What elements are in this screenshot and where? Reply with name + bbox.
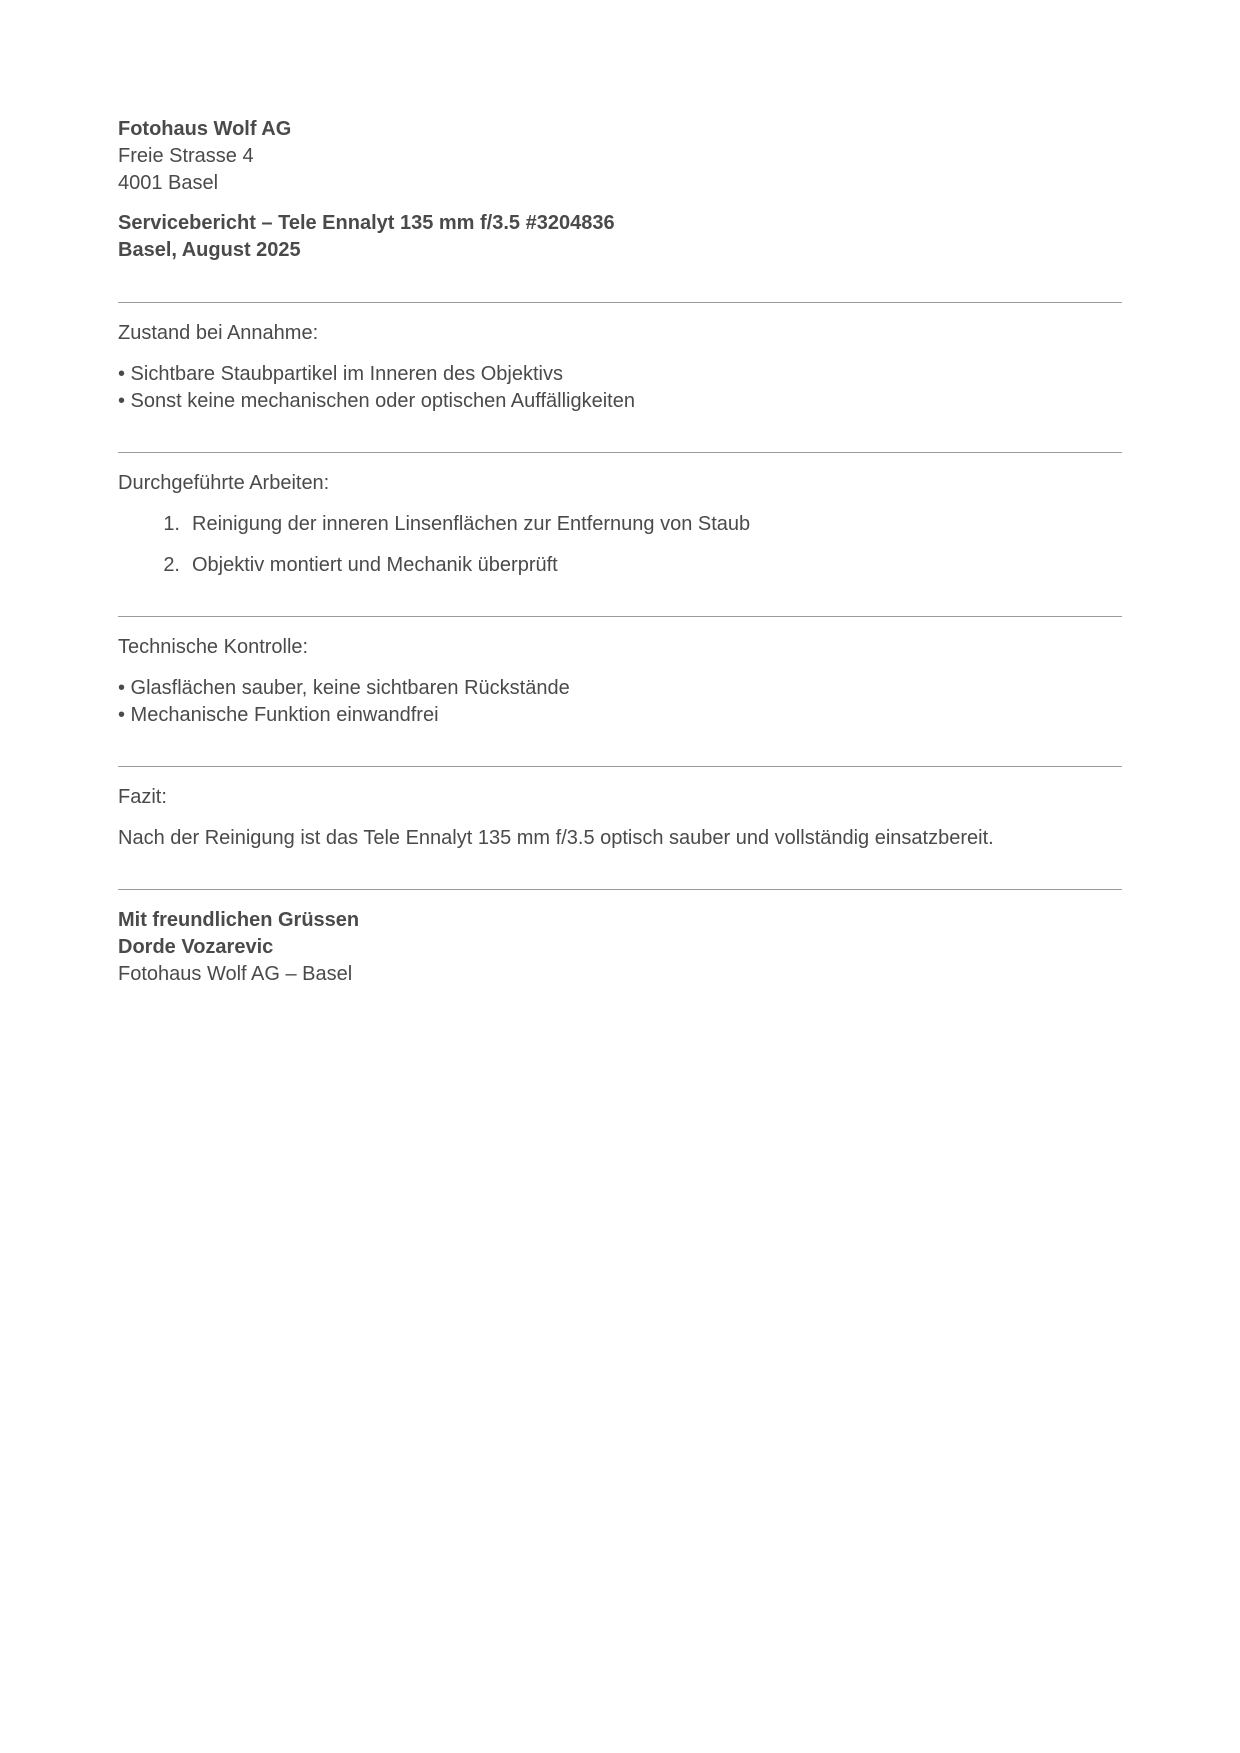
list-item: [118, 511, 1122, 538]
report-place-date: Basel, August 2025: [118, 239, 301, 261]
divider: [118, 616, 1122, 617]
work-heading: Durchgeführte Arbeiten:: [118, 472, 330, 494]
list-item-number: 1.: [163, 513, 180, 535]
condition-heading: Zustand bei Annahme:: [118, 322, 319, 344]
divider: [118, 302, 1122, 303]
list-item: • Sichtbare Staubpartikel im Inneren des Objektivs: [118, 363, 563, 385]
conclusion-heading: Fazit:: [118, 786, 167, 808]
condition-list: [118, 361, 1122, 415]
sender-address: [118, 116, 1122, 197]
signer-company: Fotohaus Wolf AG – Basel: [118, 963, 353, 985]
list-item: [118, 552, 1122, 579]
signer-name: Dorde Vozarevic: [118, 936, 274, 958]
list-item-text: Reinigung der inneren Linsenflächen zur Entfernung von Staub: [192, 513, 751, 535]
service-report-document: [118, 116, 1122, 988]
sender-street: Freie Strasse 4: [118, 145, 254, 167]
report-title: Servicebericht – Tele Ennalyt 135 mm f/3.5 #3204836: [118, 212, 615, 234]
list-item-text: Objektiv montiert und Mechanik überprüft: [192, 554, 558, 576]
divider: [118, 889, 1122, 890]
control-heading: Technische Kontrolle:: [118, 636, 309, 658]
list-item: • Mechanische Funktion einwandfrei: [118, 704, 439, 726]
divider: [118, 452, 1122, 453]
sender-city: 4001 Basel: [118, 172, 219, 194]
list-item: • Sonst keine mechanischen oder optischen Auffälligkeiten: [118, 390, 635, 412]
conclusion-text: Nach der Reinigung ist das Tele Ennalyt 135 mm f/3.5 optisch sauber und vollständig einsatzbereit.: [118, 827, 994, 849]
control-list: [118, 675, 1122, 729]
list-item: • Glasflächen sauber, keine sichtbaren Rückstände: [118, 677, 570, 699]
sender-company: Fotohaus Wolf AG: [118, 118, 292, 140]
closing-greeting: Mit freundlichen Grüssen: [118, 909, 360, 931]
work-list: [118, 511, 1122, 579]
closing-block: [118, 907, 1122, 988]
list-item-number: 2.: [163, 554, 180, 576]
report-title-block: [118, 210, 1122, 264]
divider: [118, 766, 1122, 767]
